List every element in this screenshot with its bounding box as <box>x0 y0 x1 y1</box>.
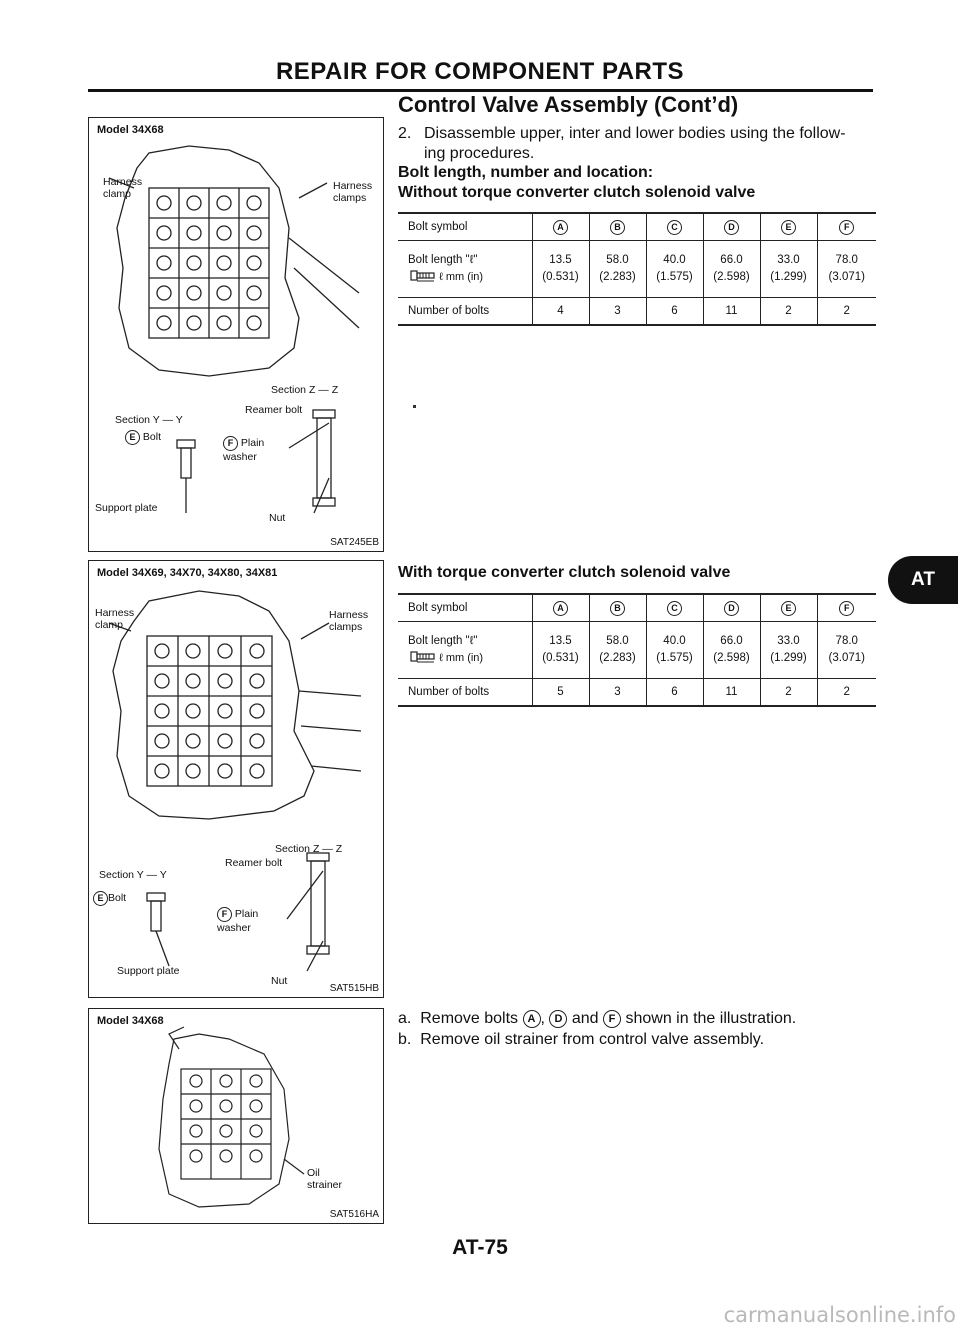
label-bolt-symbol: Bolt symbol <box>398 594 532 622</box>
length-mm-e: 33.0 <box>777 635 800 647</box>
bolt-table-without <box>398 212 876 326</box>
figure-oil-strainer <box>88 1008 384 1224</box>
symbol-d-icon: D <box>724 220 739 235</box>
figure-model-label: Model 34X68 <box>97 1015 164 1027</box>
figure-model-label: Model 34X68 <box>97 124 164 136</box>
length-in-c: (1.575) <box>656 652 693 664</box>
note-b: b. Remove oil strainer from control valve assembly. <box>398 1031 765 1048</box>
row-bolt-length <box>398 241 876 298</box>
count-a: 5 <box>532 679 589 707</box>
length-mm-a: 13.5 <box>549 635 572 647</box>
symbol-e-icon: E <box>125 430 140 445</box>
label-unit: ℓ mm (in) <box>439 271 484 283</box>
length-mm-c: 40.0 <box>663 254 686 266</box>
bolt-heading: Bolt length, number and location: <box>398 164 654 181</box>
symbol-b-icon: B <box>610 601 625 616</box>
length-mm-f: 78.0 <box>835 254 858 266</box>
figure-code: SAT245EB <box>330 537 379 548</box>
count-f: 2 <box>817 298 876 326</box>
count-c: 6 <box>646 679 703 707</box>
count-b: 3 <box>589 298 646 326</box>
bolt-length-icon <box>410 651 436 663</box>
label-oil-strainer: Oil strainer <box>307 1167 343 1191</box>
count-d: 11 <box>703 679 760 707</box>
label-bolt: E Bolt <box>93 891 126 906</box>
stray-dot <box>413 405 416 408</box>
symbol-a-icon: A <box>553 601 568 616</box>
step-text-line1: Disassemble upper, inter and lower bodies using the follow- <box>424 125 846 142</box>
figure-valve-body-34x68 <box>88 117 384 552</box>
row-bolt-symbol <box>398 213 876 241</box>
count-e: 2 <box>760 298 817 326</box>
length-in-e: (1.299) <box>770 652 807 664</box>
count-c: 6 <box>646 298 703 326</box>
length-mm-e: 33.0 <box>777 254 800 266</box>
symbol-e-icon: E <box>781 220 796 235</box>
length-in-f: (3.071) <box>828 271 865 283</box>
page-header-title: REPAIR FOR COMPONENT PARTS <box>275 58 685 85</box>
count-f: 2 <box>817 679 876 707</box>
row-number-of-bolts <box>398 679 876 707</box>
label-number-of-bolts: Number of bolts <box>398 679 532 707</box>
symbol-d-icon: D <box>724 601 739 616</box>
symbol-f-icon: F <box>217 907 232 922</box>
note-a: a. Remove bolts A , D and F shown in the illustration. <box>398 1010 797 1027</box>
step-text-line2: ing procedures. <box>424 145 535 162</box>
row-bolt-length <box>398 622 876 679</box>
label-bolt-length: Bolt length "ℓ" <box>408 254 478 266</box>
watermark: carmanualsonline.info <box>723 1303 956 1327</box>
figure-code: SAT516HA <box>329 1209 379 1220</box>
symbol-e-icon: E <box>93 891 108 906</box>
label-harness-clamp: Harness clamp <box>95 607 135 631</box>
figure-valve-body-34x69 <box>88 560 384 998</box>
section-title: Control Valve Assembly (Cont’d) <box>398 92 739 117</box>
row-number-of-bolts <box>398 298 876 326</box>
length-mm-c: 40.0 <box>663 635 686 647</box>
label-nut: Nut <box>271 975 288 987</box>
subheading-without: Without torque converter clutch solenoid valve <box>398 184 756 201</box>
symbol-f-icon: F <box>223 436 238 451</box>
section-tab-at: AT <box>888 556 958 604</box>
count-e: 2 <box>760 679 817 707</box>
label-reamer-bolt: Reamer bolt <box>245 404 303 416</box>
label-bolt-symbol: Bolt symbol <box>398 213 532 241</box>
length-in-d: (2.598) <box>713 652 750 664</box>
length-mm-d: 66.0 <box>720 635 743 647</box>
label-section-zz: Section Z — Z <box>271 384 339 396</box>
symbol-f-icon: F <box>603 1010 621 1028</box>
label-section-yy: Section Y — Y <box>115 414 183 426</box>
length-in-f: (3.071) <box>828 652 865 664</box>
symbol-b-icon: B <box>610 220 625 235</box>
symbol-f-icon: F <box>839 601 854 616</box>
length-mm-f: 78.0 <box>835 635 858 647</box>
symbol-c-icon: C <box>667 220 682 235</box>
length-in-d: (2.598) <box>713 271 750 283</box>
label-support-plate: Support plate <box>95 502 158 514</box>
bolt-length-icon <box>410 270 436 282</box>
row-bolt-symbol <box>398 594 876 622</box>
length-mm-b: 58.0 <box>606 254 629 266</box>
symbol-a-icon: A <box>523 1010 541 1028</box>
label-reamer-bolt: Reamer bolt <box>225 857 283 869</box>
figure-model-label: Model 34X69, 34X70, 34X80, 34X81 <box>97 567 278 579</box>
label-plain-washer: F Plain washer <box>217 908 259 934</box>
count-a: 4 <box>532 298 589 326</box>
subheading-with: With torque converter clutch solenoid valve <box>398 564 731 581</box>
symbol-f-icon: F <box>839 220 854 235</box>
label-section-yy: Section Y — Y <box>99 869 167 881</box>
symbol-d-icon: D <box>549 1010 567 1028</box>
length-mm-b: 58.0 <box>606 635 629 647</box>
step-number: 2. <box>398 125 412 142</box>
label-harness-clamp: Harness clamp <box>103 176 143 200</box>
label-number-of-bolts: Number of bolts <box>398 298 532 326</box>
label-support-plate: Support plate <box>117 965 180 977</box>
label-harness-clamps: Harness clamps <box>333 180 373 204</box>
count-d: 11 <box>703 298 760 326</box>
length-in-b: (2.283) <box>599 652 636 664</box>
label-nut: Nut <box>269 512 286 524</box>
length-in-e: (1.299) <box>770 271 807 283</box>
length-in-a: (0.531) <box>542 271 579 283</box>
label-section-zz: Section Z — Z <box>275 843 343 855</box>
label-plain-washer: F Plain washer <box>223 437 265 463</box>
count-b: 3 <box>589 679 646 707</box>
label-unit: ℓ mm (in) <box>439 652 484 664</box>
label-harness-clamps: Harness clamps <box>329 609 369 633</box>
length-in-b: (2.283) <box>599 271 636 283</box>
bolt-table-with <box>398 593 876 707</box>
length-mm-a: 13.5 <box>549 254 572 266</box>
length-in-a: (0.531) <box>542 652 579 664</box>
label-bolt-length: Bolt length "ℓ" <box>408 635 478 647</box>
length-in-c: (1.575) <box>656 271 693 283</box>
symbol-a-icon: A <box>553 220 568 235</box>
symbol-c-icon: C <box>667 601 682 616</box>
page-number: AT-75 <box>452 1236 508 1259</box>
symbol-e-icon: E <box>781 601 796 616</box>
label-bolt: E Bolt <box>125 430 161 445</box>
length-mm-d: 66.0 <box>720 254 743 266</box>
figure-code: SAT515HB <box>329 983 379 994</box>
